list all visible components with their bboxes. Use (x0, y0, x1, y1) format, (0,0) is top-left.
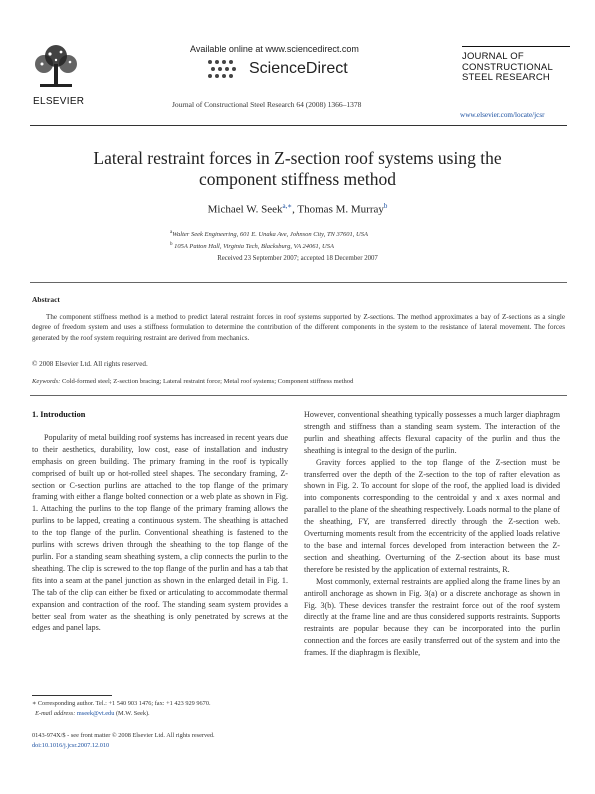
affiliation-marker: a (170, 230, 173, 235)
abstract-copyright: © 2008 Elsevier Ltd. All rights reserved. (32, 360, 148, 368)
right-column (304, 409, 560, 659)
left-column (32, 409, 288, 634)
corresponding-author-note: ∗ Corresponding author. Tel.: +1 540 903 1476; fax: +1 423 929 9670. (32, 700, 211, 707)
email-link[interactable]: mseek@vt.edu (76, 709, 115, 717)
page-header (0, 0, 595, 135)
author-separator: , (292, 203, 298, 216)
elsevier-logo (30, 42, 82, 100)
doi-link[interactable]: doi:10.1016/j.jcsr.2007.12.010 (32, 741, 110, 749)
footnote-divider (32, 695, 112, 696)
keywords-label: Keywords: (32, 378, 61, 385)
author-list (70, 202, 525, 216)
email-suffix: (M.W. Seek). (115, 709, 150, 717)
affiliation-b (170, 240, 470, 252)
affiliation-a (170, 228, 470, 240)
abstract-top-divider (30, 282, 567, 283)
affiliation-text: Walter Seek Engineering, 601 E. Unaka Ave, Johnson City, TN 37601, USA (172, 231, 368, 239)
author-affiliation-link[interactable]: a,∗ (282, 202, 293, 210)
keywords (32, 378, 565, 385)
abstract-bottom-divider (30, 395, 567, 396)
abstract-heading: Abstract (32, 295, 60, 304)
available-online-text: Available online at www.sciencedirect.com (190, 44, 359, 54)
article-title: Lateral restraint forces in Z-section roof systems using the component stiffness method (93, 148, 502, 189)
footnote (32, 699, 288, 718)
journal-citation: Journal of Constructional Steel Research 64 (2008) 1366–1378 (172, 100, 362, 109)
journal-logo-line: STEEL RESEARCH (462, 72, 550, 83)
author-name: Michael W. Seek (207, 203, 283, 216)
publisher-name: ELSEVIER (33, 96, 85, 107)
paragraph: Most commonly, external restraints are applied along the frame lines by an antiroll anchorage as shown in Fig. 3(a) or a discrete anchorage as shown in Fig. 3(b). These devices transfer the restraint force out of the roof system directly at the frame line and are thus considered supports restraints. Supports restraints are popular because they can be incorporated into the purlin connection and the forces are easily transferred out of the system and into the frames. If the diaphragm is flexible, (304, 576, 560, 658)
journal-logo (462, 52, 570, 84)
sciencedirect-dots-icon (205, 58, 245, 80)
elsevier-tree-icon (30, 42, 82, 90)
author-name: Thomas M. Murray (297, 203, 384, 216)
journal-logo-line: CONSTRUCTIONAL (462, 61, 553, 73)
header-divider (30, 125, 567, 126)
email-label: E-mail address: (35, 709, 76, 717)
keywords-list: Cold-formed steel; Z-section bracing; Lateral restraint force; Metal roof systems; Component stiffness method (61, 378, 354, 385)
email-line (32, 709, 288, 719)
page-footer (32, 731, 332, 750)
paragraph: Gravity forces applied to the top flange of the Z-section must be transferred over the depth of the Z-section to the top of rafter elevation as shown in Fig. 2. To account for slope of the roof, the applied load is divided into components corresponding to the centroidal y and x axes normal and parallel to the plane of the sheathing respectively. Loads normal to the plane of the sheathing, FY, are transferred directly through the Z-section web. Overturning moments result from the eccentricity of the applied loads relative to the base and internal forces developed from interaction between the Z-section and sheathing. Overturning of the Z-section about its base must therefore be resisted by the application of external restraints, R. (304, 457, 560, 574)
sciencedirect-wordmark: ScienceDirect (249, 60, 348, 77)
journal-logo-rule (462, 46, 570, 47)
journal-url-link[interactable]: www.elsevier.com/locate/jcsr (460, 111, 545, 119)
abstract-body: The component stiffness method is a method to predict lateral restraint forces in roof systems supported by Z-sections. The method approximates a bay of Z-sections as a single degree of freedom system and uses a stiffness formulation to determine the contribution of the different components in the system to the resistance of lateral movement. The forces generated by the roof system requiring restraint are derived from mechanics. (32, 313, 565, 342)
paragraph: However, conventional sheathing typically possesses a much larger diaphragm strength and stiffness than a standing seam system. The interaction of the purlin and sheathing affects flexural capacity of the purlin and thus the sheathing is integral to the design of the purlin. (304, 410, 560, 455)
section-heading: 1. Introduction (32, 410, 86, 419)
paragraph: Popularity of metal building roof systems has increased in recent years due to their aesthetics, durability, low cost, ease of installation and industry emphasis on green building. The primary framing in the roof is typically comprised of built up or hot-rolled steel shapes. The secondary framing, Z-section or C-section purlins are attached to the top flange of the primary framing with either a flange bolted connection or a web plate as shown in Fig. 1. Attaching the purlins to the top flange of the primary framing allows the purlins to be lapped, creating a continuous system. The sheathing is attached to the top flange of the purlin. Conventional sheathing is fastened to the purlins with screws driven through the sheathing to the top flange of the purlin. For a standing seam sheathing system, a clip connects the purlin to the sheathing. The clip is screwed to the top flange of the purlin and has a tab that fits into a seam at the panel junction as shown in the enlarged detail in Fig. 1. The tab of the clip can either be fixed or articulating to accommodate thermal expansion and contraction of the roof. The standing seam system provides a better seal from water as the sheathing is only penetrated by screws at the edges and panel laps. (32, 432, 288, 633)
sciencedirect-logo (205, 56, 375, 82)
issn-line: 0143-974X/$ - see front matter © 2008 Elsevier Ltd. All rights reserved. (32, 732, 215, 739)
author-affiliation-link[interactable]: b (383, 202, 388, 210)
received-dates: Received 23 September 2007; accepted 18 December 2007 (217, 255, 378, 262)
journal-logo-line: JOURNAL OF (462, 51, 524, 62)
affiliation-text: 105A Patton Hall, Virginia Tech, Blacksburg, VA 24061, USA (174, 243, 334, 251)
affiliations (170, 228, 470, 252)
affiliation-marker: b (170, 242, 173, 248)
